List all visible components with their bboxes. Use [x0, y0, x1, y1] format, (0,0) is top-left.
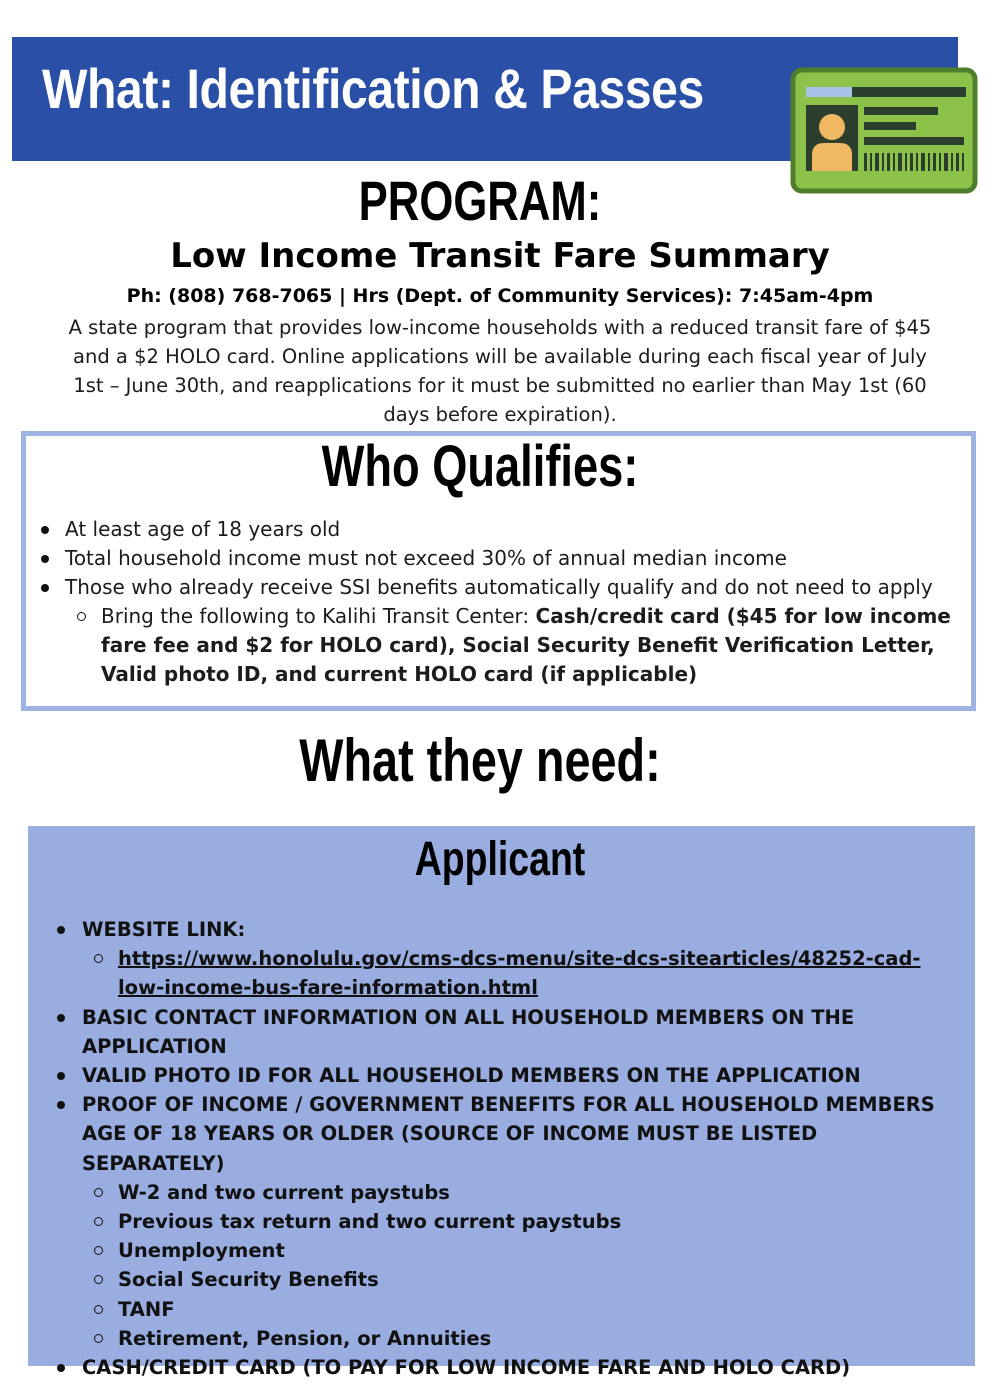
list-item	[38, 573, 958, 689]
website-link[interactable]: https://www.honolulu.gov/cms-dcs-menu/site-dcs-sitearticles/48252-cad-low-income-bus-fare-information.html	[118, 947, 921, 1000]
sub-list	[65, 602, 958, 689]
sub-list	[82, 944, 952, 1002]
sub-item-text: TANF	[118, 1297, 175, 1321]
sub-item-text: Unemployment	[118, 1239, 285, 1263]
sub-item-text: W-2 and two current paystubs	[118, 1180, 450, 1204]
sub-item-text: Previous tax return and two current paystubs	[118, 1210, 622, 1234]
list-item	[52, 1353, 952, 1382]
sub-list-item	[82, 944, 952, 1002]
sub-list-item	[82, 1295, 952, 1324]
sub-item-text: Bring the following to Kalihi Transit Center:	[101, 604, 536, 628]
contact-line: Ph: (808) 768-7065 | Hrs (Dept. of Community Services): 7:45am-4pm	[126, 285, 874, 307]
sub-list-item	[82, 1207, 952, 1236]
page-title: What: Identification & Passes	[42, 57, 704, 120]
program-description: A state program that provides low-income households with a reduced transit fare of $45 and a $2 HOLO card. Online applications will be available during each fiscal year of July 1st – June 30th, and reapplications for it must be submitted no earlier than May 1st (60 days before expiration).	[68, 316, 932, 426]
sub-item-text: Retirement, Pension, or Annuities	[118, 1326, 492, 1350]
program-label: PROGRAM:	[358, 169, 602, 232]
list-item	[52, 1003, 952, 1061]
sub-list-item	[82, 1265, 952, 1294]
applicant-heading: Applicant	[414, 833, 586, 886]
income-sources-list	[82, 1178, 952, 1353]
list-item-text: At least age of 18 years old	[65, 517, 341, 541]
qualifies-heading: Who Qualifies:	[321, 434, 639, 499]
list-item-text: Total household income must not exceed 30% of annual median income	[65, 546, 787, 570]
need-heading: What they need:	[299, 727, 661, 794]
list-item-text: VALID PHOTO ID FOR ALL HOUSEHOLD MEMBERS ON THE APPLICATION	[82, 1064, 861, 1088]
list-item	[38, 544, 958, 573]
applicant-list	[52, 915, 952, 1382]
sub-list-item	[65, 602, 958, 689]
sub-item-bold-text: Cash/credit card ($45 for low income fare fee and $2 for HOLO card), Social Security Benefit Verification Letter, Valid photo ID, and current HOLO card (if applicable)	[101, 604, 951, 686]
list-item-text: BASIC CONTACT INFORMATION ON ALL HOUSEHOLD MEMBERS ON THE APPLICATION	[82, 1005, 855, 1058]
qualifies-list	[38, 515, 958, 689]
sub-list-item	[82, 1324, 952, 1353]
list-item-text: PROOF OF INCOME / GOVERNMENT BENEFITS FOR ALL HOUSEHOLD MEMBERS AGE OF 18 YEARS OR OLDER (SOURCE OF INCOME MUST BE LISTED SEPARATELY)	[82, 1093, 935, 1175]
list-item-text: CASH/CREDIT CARD (TO PAY FOR LOW INCOME FARE AND HOLO CARD)	[82, 1356, 851, 1380]
list-item	[52, 1061, 952, 1090]
sub-item-text: Social Security Benefits	[118, 1268, 379, 1292]
website-label: WEBSITE LINK:	[82, 918, 246, 941]
program-name: Low Income Transit Fare Summary	[170, 236, 830, 276]
list-item	[52, 1090, 952, 1353]
list-item	[52, 915, 952, 1003]
sub-list-item	[82, 1178, 952, 1207]
sub-list-item	[82, 1236, 952, 1265]
list-item	[38, 515, 958, 544]
list-item-text: Those who already receive SSI benefits automatically qualify and do not need to apply	[65, 575, 933, 599]
